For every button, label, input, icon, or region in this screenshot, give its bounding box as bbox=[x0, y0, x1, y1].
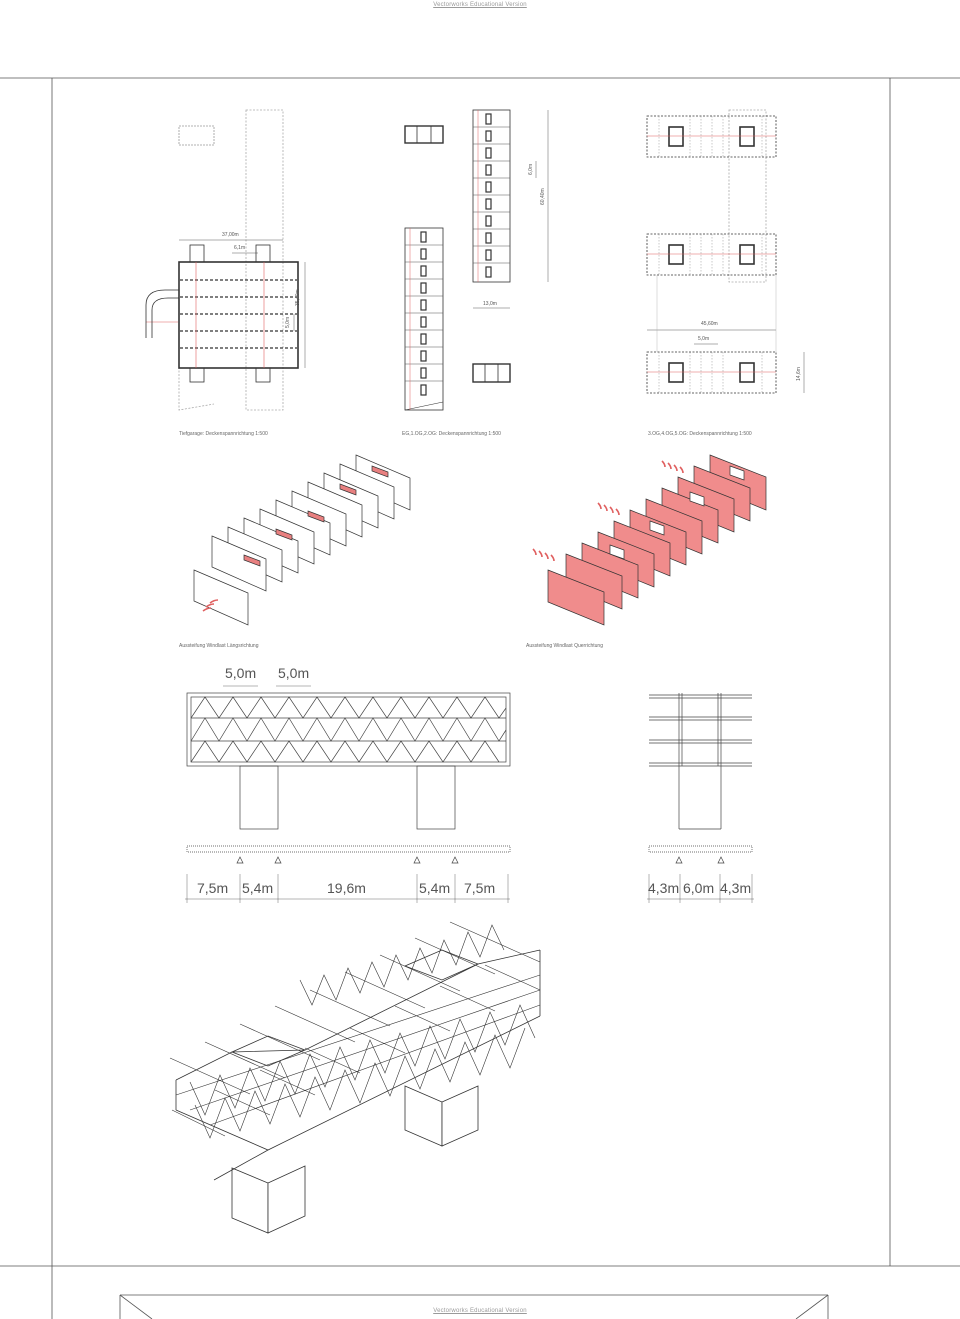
caption-og: 3.OG,4.OG,5.OG: Deckenspannrichtung 1:500 bbox=[648, 431, 752, 437]
axonometric-structure bbox=[170, 922, 540, 1233]
dim-tg-small: 5,0m bbox=[285, 316, 291, 328]
dim-cross-2: 6,0m bbox=[683, 880, 715, 896]
caption-wind-quer: Aussteifung Windlast Querrichtung bbox=[526, 643, 603, 649]
dim-og-small: 5,0m bbox=[698, 336, 710, 342]
caption-tiefgarage: Tiefgarage: Deckenspannrichtung 1:500 bbox=[179, 431, 268, 437]
dim-top-1: 5,0m bbox=[225, 665, 257, 681]
sheet-frame bbox=[0, 78, 960, 1319]
caption-wind-laengs: Aussteifung Windlast Längsrichtung bbox=[179, 643, 259, 649]
dim-tg-height: 35,40m bbox=[295, 289, 301, 306]
caption-eg: EG,1.OG,2.OG: Deckenspannrichtung 1:500 bbox=[402, 431, 501, 437]
watermark-top: Vectorworks Educational Version bbox=[433, 2, 527, 8]
wind-quer-diagram bbox=[533, 455, 766, 625]
wind-laengs-diagram bbox=[194, 455, 410, 625]
dim-long-2: 5,4m bbox=[242, 880, 274, 896]
plan-tiefgarage bbox=[146, 110, 305, 410]
og-floor-2 bbox=[647, 234, 776, 275]
dim-og-height: 14,6m bbox=[796, 367, 802, 381]
elevation-cross bbox=[647, 693, 754, 903]
plan-eg bbox=[405, 110, 548, 410]
plan-og bbox=[647, 110, 804, 393]
dim-tg-width: 37,00m bbox=[222, 232, 239, 238]
dim-eg-height: 60,40m bbox=[540, 188, 546, 205]
dim-eg-width: 13,0m bbox=[483, 301, 497, 307]
dim-long-5: 7,5m bbox=[464, 880, 496, 896]
og-floor-1 bbox=[647, 116, 776, 157]
dim-long-3: 19,6m bbox=[327, 880, 366, 896]
watermark-bottom: Vectorworks Educational Version bbox=[433, 1308, 527, 1314]
elevation-longitudinal bbox=[185, 686, 510, 903]
dim-og-width: 45,60m bbox=[701, 321, 718, 327]
dim-long-1: 7,5m bbox=[197, 880, 229, 896]
dim-top-2: 5,0m bbox=[278, 665, 310, 681]
dim-eg-small: 6,0m bbox=[528, 163, 534, 175]
dim-tg-span: 6,1m bbox=[234, 245, 246, 251]
dim-long-4: 5,4m bbox=[419, 880, 451, 896]
dim-cross-3: 4,3m bbox=[720, 880, 752, 896]
og-floor-3 bbox=[647, 352, 776, 393]
dim-cross-1: 4,3m bbox=[648, 880, 680, 896]
